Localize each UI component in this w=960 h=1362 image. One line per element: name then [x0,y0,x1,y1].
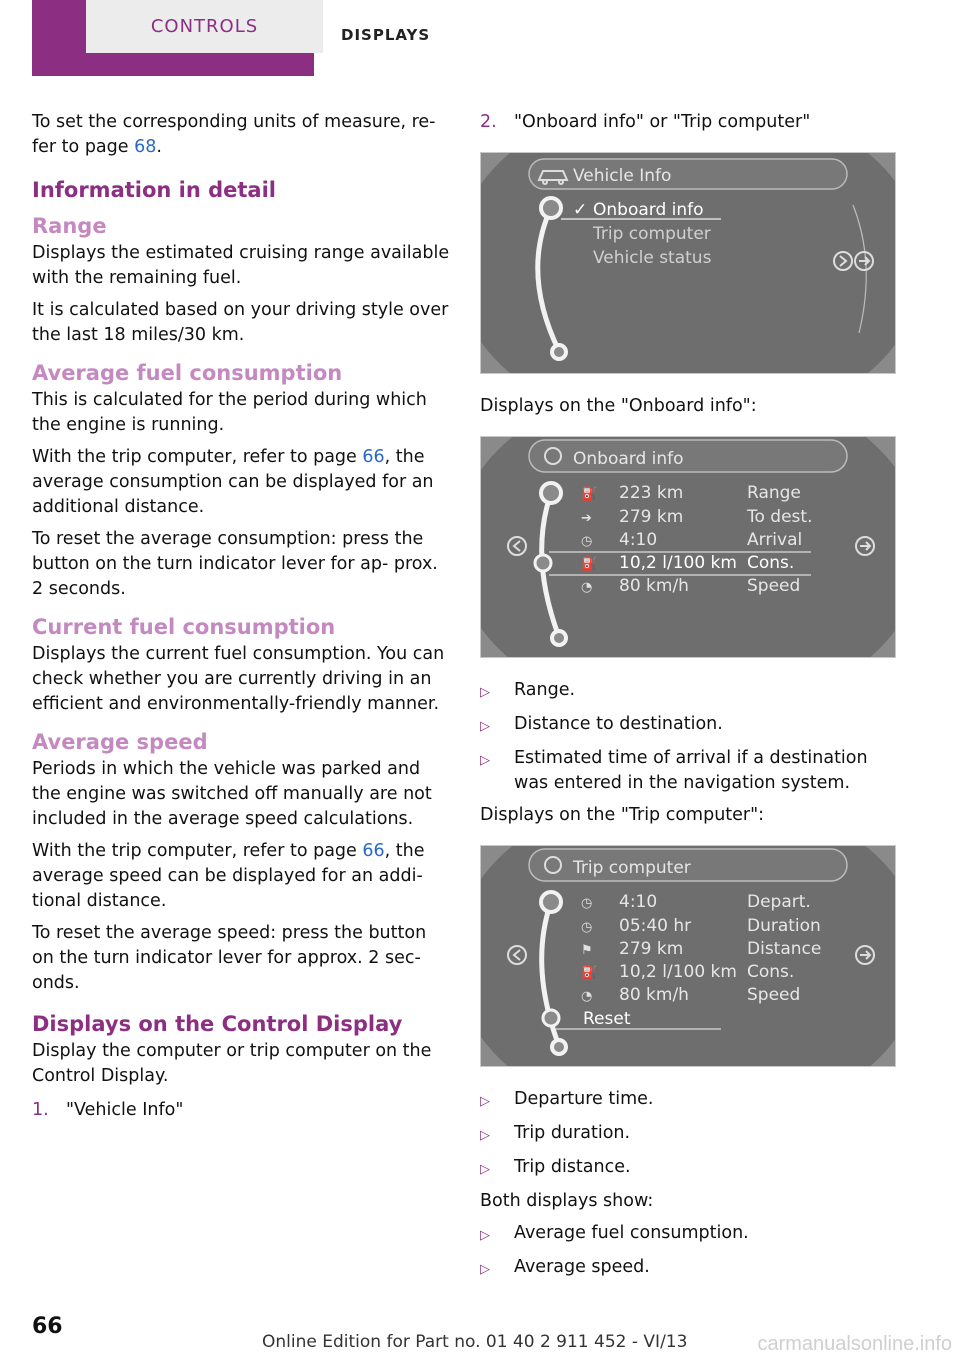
selector-end-3 [552,1040,566,1054]
avg-fuel-paragraph-3: To reset the average consumption: press the button on the turn indicator lever for ap‐ prox. 2 seconds. [32,529,438,599]
speed-icon: ◔ [581,989,593,1004]
avg-speed-p2-b: , the average speed can be displayed for an addi‐ tional distance. [32,841,425,911]
onboard-info-svg [481,437,896,658]
step-1-text: "Vehicle Info" [66,1100,184,1120]
consumption-icon: ⛽ [581,557,598,572]
watermark: carmanualsonline.info [757,1333,952,1355]
right-column [480,110,896,1289]
tab-controls-inner [86,0,323,53]
onboard-info-title: Onboard info [573,449,684,469]
avg-speed-p2-a: With the trip computer, refer to page [32,841,363,861]
row-label-speed: Speed [747,576,801,596]
departure-icon: ◷ [581,896,593,911]
vehicle-info-screen [480,152,896,374]
onboard-caption: Displays on the "Onboard info": [480,396,757,416]
bullet-eta [480,746,896,796]
bullet-text: Trip duration. [514,1123,631,1143]
left-column [32,110,450,1123]
triangle-bullet-icon: ▷ [480,1094,490,1109]
bullet-text: Range. [514,680,576,700]
menu-item-trip-computer: Trip computer [593,224,711,244]
both-caption: Both displays show: [480,1191,654,1211]
onboard-bullet-list [480,678,896,796]
avg-fuel-heading: Average fuel consumption [32,361,343,385]
trip-row-label-depart: Depart. [747,892,811,912]
bullet-departure [480,1087,896,1114]
row-label-range: Range [747,483,801,503]
edition-footer: Online Edition for Part no. 01 40 2 911 452 - VI/13 [262,1332,688,1352]
page-link-68[interactable]: 68 [134,137,157,157]
row-label-cons: Cons. [747,553,795,573]
row-value-dest: 279 km [619,507,684,527]
tab-displays[interactable]: DISPLAYS [341,26,431,44]
avg-fuel-p2-b: , the average consumption can be displayed for an additional distance. [32,447,434,517]
range-icon: ⛽ [581,487,598,502]
row-value-speed: 80 km/h [619,576,689,596]
consumption-icon: ⛽ [581,966,598,981]
bullet-avg-fuel [480,1221,896,1248]
distance-icon: ⚑ [581,943,593,958]
vehicle-info-title: Vehicle Info [573,166,672,186]
bullet-distance [480,712,896,739]
range-paragraph-1: Displays the estimated cruising range available with the remaining fuel. [32,243,450,288]
step-1 [32,1098,450,1123]
row-value-arrival: 4:10 [619,530,658,550]
bullet-text: Average speed. [514,1257,650,1277]
step-1-number: 1. [32,1100,49,1120]
bullet-text: Estimated time of arrival if a destination was entered in the navigation system. [514,748,868,793]
avg-speed-paragraph-1: Periods in which the vehicle was parked and the engine was switched off manually are not included in the average speed calculations. [32,759,432,829]
trip-computer-title: Trip computer [573,858,691,878]
triangle-bullet-icon: ▷ [480,1228,490,1243]
tab-controls[interactable] [32,0,314,76]
bullet-range [480,678,896,705]
arrival-icon: ◷ [581,534,593,549]
checkmark-icon: ✓ [573,200,588,220]
row-value-range: 223 km [619,483,684,503]
page-link-66[interactable]: 66 [362,447,385,467]
range-heading: Range [32,214,107,238]
step-2-text: "Onboard info" or "Trip computer" [514,112,811,132]
vehicle-info-svg [481,153,896,374]
avg-speed-paragraph-2 [32,839,450,914]
triangle-bullet-icon: ▷ [480,1262,490,1277]
menu-item-vehicle-status: Vehicle status [593,248,712,268]
speed-icon: ◔ [581,580,593,595]
intro-end: . [156,137,162,157]
bullet-duration [480,1121,896,1148]
intro-line-1: To set the corresponding units of measure, re‐ [32,112,436,132]
row-value-cons: 10,2 l/100 km [619,553,737,573]
trip-row-label-distance: Distance [747,939,822,959]
avg-fuel-paragraph-1: This is calculated for the period during which the engine is running. [32,390,427,435]
trip-computer-svg [481,846,896,1067]
trip-row-value-duration: 05:40 hr [619,916,692,936]
trip-row-label-speed: Speed [747,985,801,1005]
triangle-bullet-icon: ▷ [480,753,490,768]
selector-knob-3 [541,892,561,912]
trip-row-label-cons: Cons. [747,962,795,982]
bullet-text: Distance to destination. [514,714,723,734]
step-2-number: 2. [480,112,497,132]
intro-line-2: fer to page [32,137,135,157]
tab-controls-label: CONTROLS [150,16,259,37]
cur-fuel-paragraph: Displays the current fuel consumption. You can check whether you are currently driving in an efficient and environmentally-friendly manner. [32,644,445,714]
trip-bullet-list [480,1087,896,1182]
selector-marker-2 [535,555,551,571]
triangle-bullet-icon: ▷ [480,685,490,700]
selector-knob [541,198,561,218]
trip-row-label-duration: Duration [747,916,821,936]
selector-knob-2 [541,483,561,503]
trip-row-value-cons: 10,2 l/100 km [619,962,737,982]
bullet-distance-trip [480,1155,896,1182]
triangle-bullet-icon: ▷ [480,1128,490,1143]
bullet-text: Departure time. [514,1089,654,1109]
bullet-avg-speed [480,1255,896,1282]
selector-marker-3 [543,1010,559,1026]
page-number: 66 [32,1314,63,1339]
trip-computer-screen [480,845,896,1067]
control-display-heading: Displays on the Control Display [32,1012,403,1036]
avg-speed-heading: Average speed [32,730,208,754]
page-link-66-b[interactable]: 66 [362,841,385,861]
range-paragraph-2: It is calculated based on your driving style over the last 18 miles/30 km. [32,300,449,345]
row-label-dest: To dest. [747,507,813,527]
triangle-bullet-icon: ▷ [480,1162,490,1177]
row-label-arrival: Arrival [747,530,803,550]
menu-item-onboard-info: Onboard info [593,200,704,220]
intro-paragraph [32,110,450,160]
info-heading: Information in detail [32,178,277,202]
step-2 [480,110,896,135]
reset-menu-item: Reset [583,1009,631,1029]
bullet-text: Trip distance. [514,1157,631,1177]
avg-speed-paragraph-3: To reset the average speed: press the button on the turn indicator lever for approx. 2 sec‐ onds. [32,923,427,993]
trip-caption: Displays on the "Trip computer": [480,805,765,825]
both-bullet-list [480,1221,896,1282]
avg-fuel-paragraph-2 [32,445,450,520]
selector-end-2 [552,631,566,645]
onboard-info-screen [480,436,896,658]
avg-fuel-p2-a: With the trip computer, refer to page [32,447,363,467]
destination-icon: ➔ [581,511,592,526]
trip-row-value-distance: 279 km [619,939,684,959]
triangle-bullet-icon: ▷ [480,719,490,734]
trip-row-value-speed: 80 km/h [619,985,689,1005]
bullet-text: Average fuel consumption. [514,1223,749,1243]
trip-row-value-depart: 4:10 [619,892,658,912]
cur-fuel-heading: Current fuel consumption [32,615,336,639]
duration-icon: ◷ [581,920,593,935]
selector-end [552,345,566,359]
control-display-paragraph: Display the computer or trip computer on the Control Display. [32,1041,432,1086]
